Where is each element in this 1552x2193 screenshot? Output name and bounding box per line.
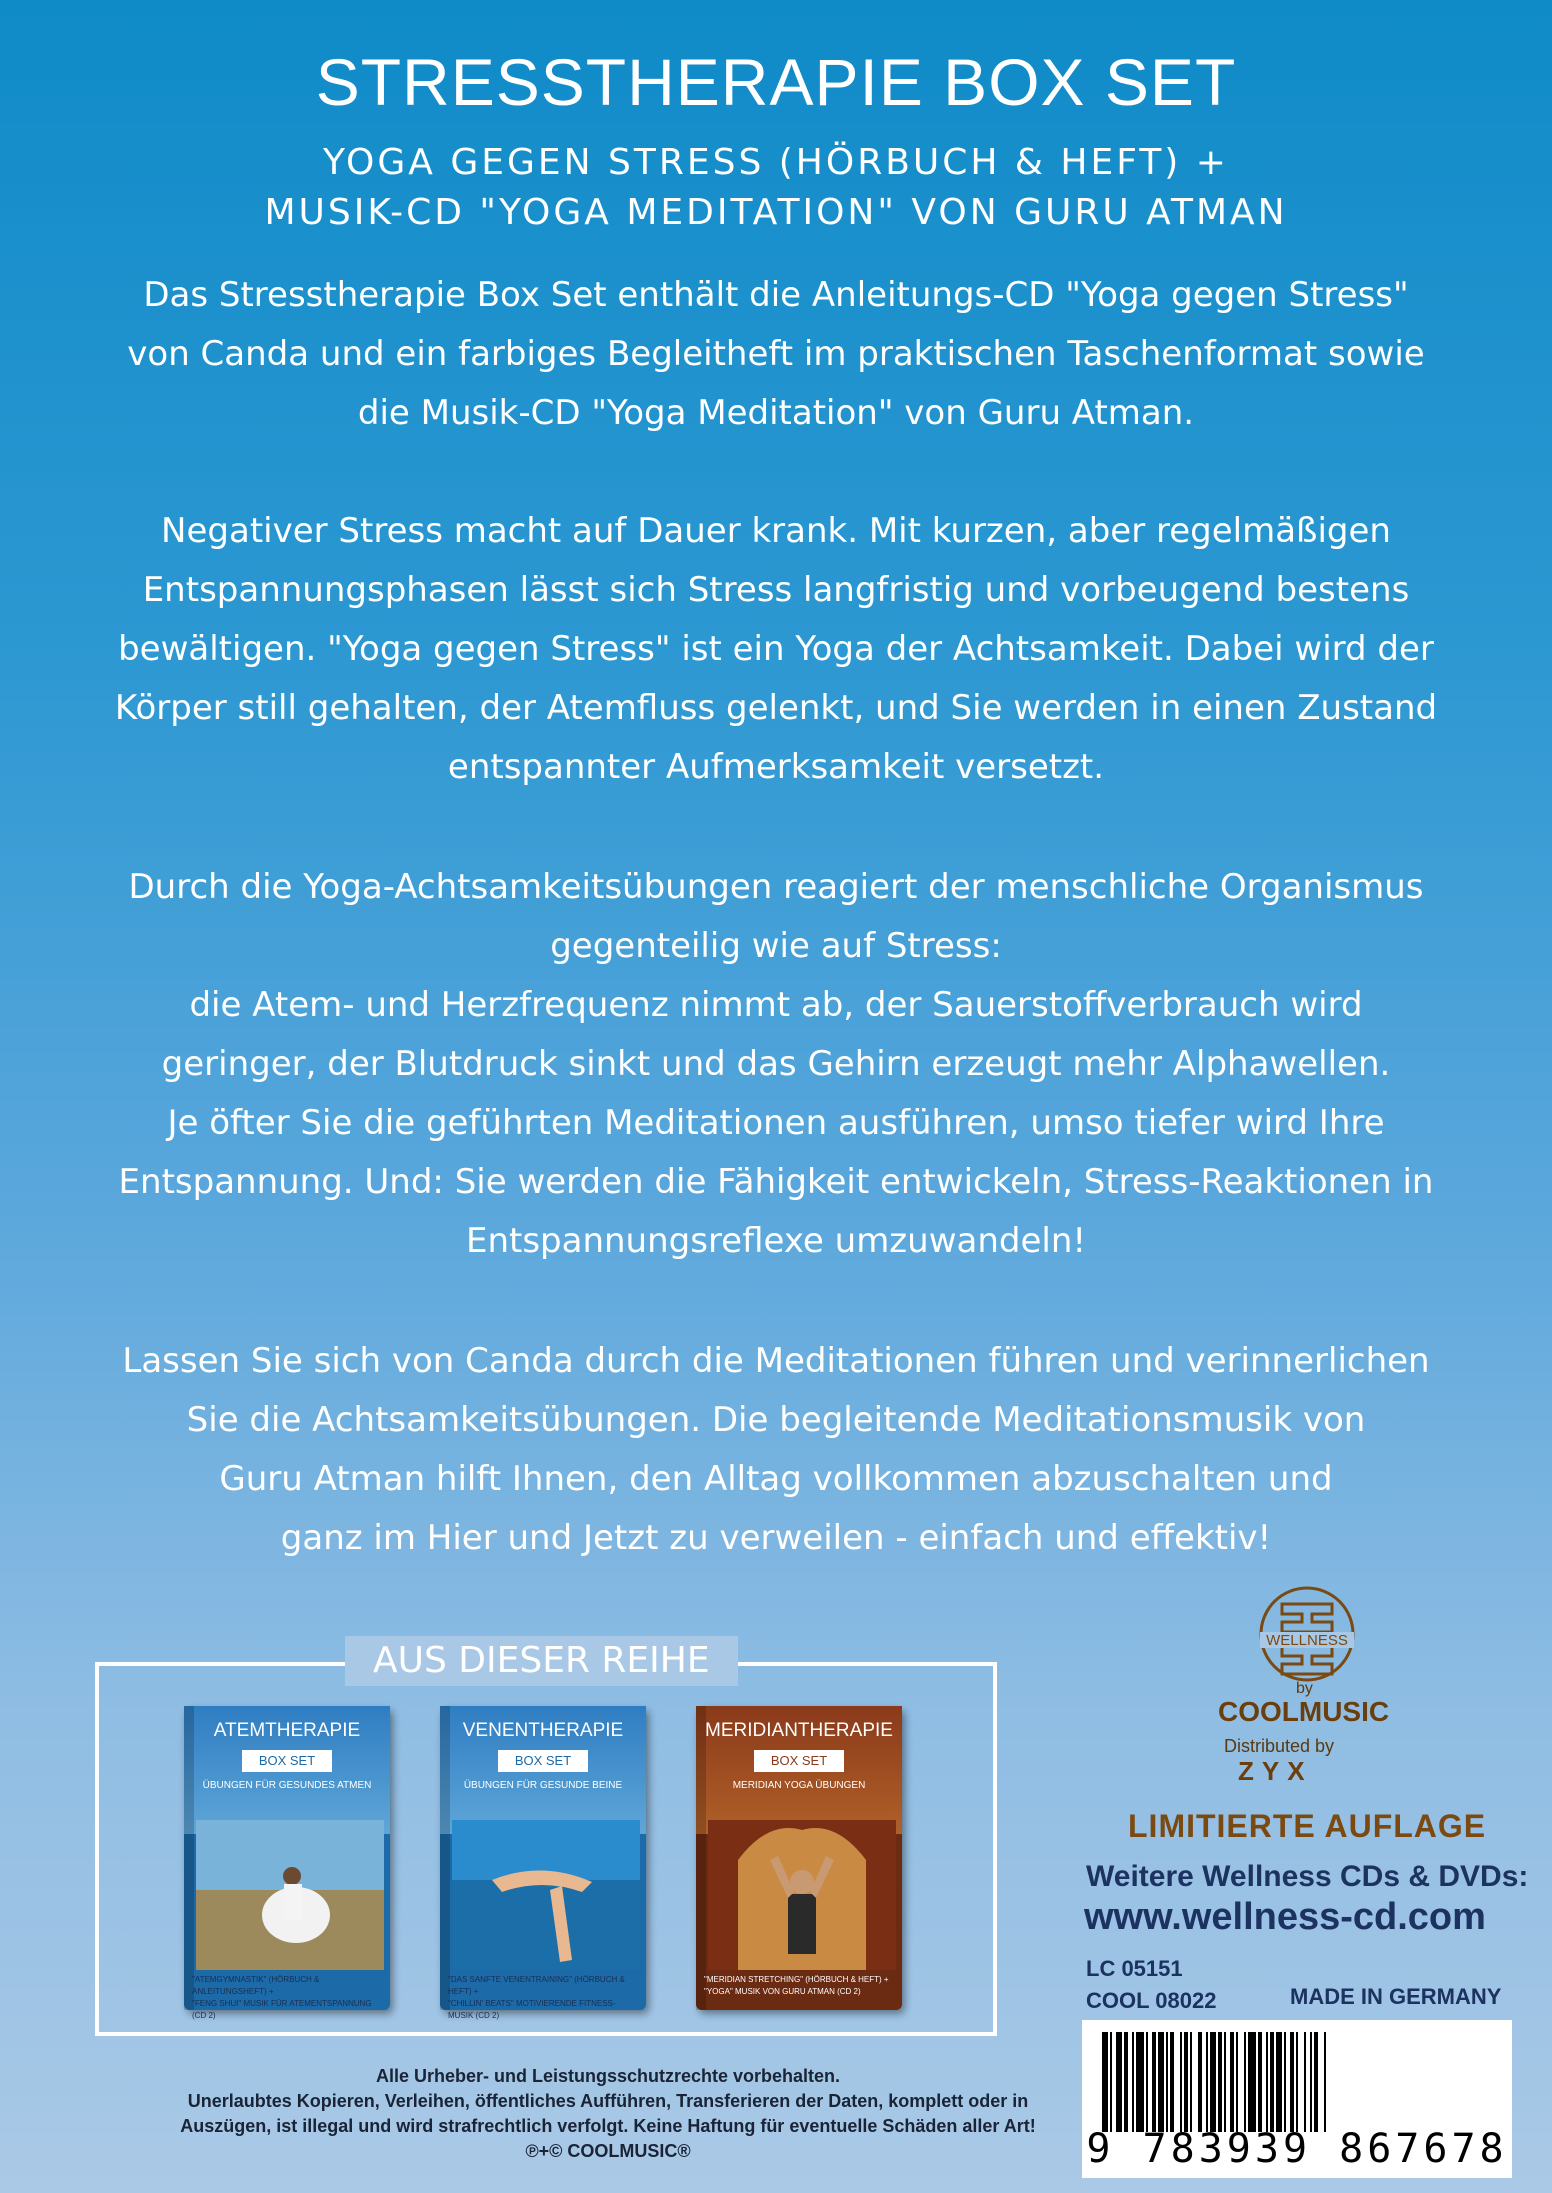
dvd-footnote (704, 1974, 894, 1998)
barcode-bar (1136, 2032, 1144, 2132)
paragraph-3 (40, 858, 1512, 1271)
paragraph-line: Das Stresstherapie Box Set enthält die Anleitungs-CD "Yoga gegen Stress" (143, 275, 1409, 315)
paragraph-line: Guru Atman hilft Ihnen, den Alltag vollkommen abzuschalten und (219, 1459, 1333, 1499)
paragraph-4 (40, 1332, 1512, 1568)
dvd-boxset-label: BOX SET (242, 1750, 332, 1772)
paragraph-2 (40, 502, 1512, 797)
paragraph-line: ganz im Hier und Jetzt zu verweilen - einfach und effektiv! (280, 1518, 1272, 1558)
paragraph-line: Entspannung. Und: Sie werden die Fähigkeit entwickeln, Stress-Reaktionen in (118, 1162, 1434, 1202)
page-title: STRESSTHERAPIE BOX SET (315, 45, 1237, 119)
barcode (1082, 2020, 1512, 2178)
dvd-spine (184, 1706, 194, 2010)
dvd-footnote (192, 1974, 382, 2022)
dvd-cover-venentherapie[interactable] (440, 1706, 646, 2020)
dvd-boxset-label: BOX SET (754, 1750, 844, 1772)
paragraph-1 (40, 266, 1512, 443)
dvd-title: VENENTHERAPIE (462, 1720, 624, 1741)
paragraph-line: von Canda und ein farbiges Begleitheft im praktischen Taschenformat sowie (127, 334, 1425, 374)
legal-line: Unerlaubtes Kopieren, Verleihen, öffentliches Aufführen, Transferieren der Daten, komplett oder in (187, 2091, 1029, 2111)
dvd-boxset-label: BOX SET (498, 1750, 588, 1772)
by-label: by (1296, 1680, 1313, 1697)
paragraph-line: Entspannungsphasen lässt sich Stress langfristig und vorbeugend bestens (142, 570, 1410, 610)
dvd-title: MERIDIANTHERAPIE (705, 1720, 893, 1741)
subtitle-line-1: YOGA GEGEN STRESS (HÖRBUCH & HEFT) + (323, 142, 1229, 183)
dvd-tagline: ÜBUNGEN FÜR GESUNDE BEINE (463, 1780, 623, 1791)
paragraph-line: Entspannungsreflexe umzuwandeln! (465, 1221, 1087, 1261)
dvd-footnote (448, 1974, 638, 2022)
wellness-logo-text: WELLNESS (1266, 1632, 1348, 1649)
paragraph-line: Durch die Yoga-Achtsamkeitsübungen reagiert der menschliche Organismus (128, 867, 1424, 907)
subtitle-line-2: MUSIK-CD "YOGA MEDITATION" VON GURU ATMAN (264, 192, 1288, 233)
barcode-bar (1326, 2032, 1328, 2132)
distributed-by-label: Distributed by (1224, 1736, 1335, 1756)
dvd-footnote-line: "ATEMGYMNASTIK" (HÖRBUCH & ANLEITUNGSHEFT) + (192, 1975, 320, 1996)
dvd-footnote-line: "FENG SHUI" MUSIK FÜR ATEMENTSPANNUNG (CD 2) (192, 1999, 372, 2020)
legal-notice (158, 2064, 1058, 2164)
paragraph-line: bewältigen. "Yoga gegen Stress" ist ein Yoga der Achtsamkeit. Dabei wird der (118, 629, 1434, 669)
paragraph-line: Sie die Achtsamkeitsübungen. Die begleitende Meditationsmusik von (186, 1400, 1366, 1440)
paragraph-line: die Atem- und Herzfrequenz nimmt ab, der Sauerstoffverbrauch wird (189, 985, 1363, 1025)
dvd-tagline: MERIDIAN YOGA ÜBUNGEN (732, 1780, 866, 1791)
zyx-logo: ZYX (1238, 1756, 1313, 1786)
paragraph-line: Körper still gehalten, der Atemfluss gelenkt, und Sie werden in einen Zustand (114, 688, 1438, 728)
dvd-footnote-line: "MERIDIAN STRETCHING" (HÖRBUCH & HEFT) + (704, 1975, 889, 1984)
made-in-label: MADE IN GERMANY (1290, 1984, 1502, 2009)
dvd-cover-atemtherapie[interactable] (184, 1706, 390, 2020)
legal-line: ℗+© COOLMUSIC® (525, 2141, 691, 2161)
paragraph-line: Lassen Sie sich von Canda durch die Meditationen führen und verinnerlichen (122, 1341, 1430, 1381)
dvd-title: ATEMTHERAPIE (213, 1720, 361, 1741)
dvd-tagline: ÜBUNGEN FÜR GESUNDES ATMEN (202, 1780, 372, 1791)
legal-line: Alle Urheber- und Leistungsschutzrechte vorbehalten. (375, 2066, 841, 2086)
dvd-footnote-line: "DAS SANFTE VENENTRAINING" (HÖRBUCH & HEFT) + (448, 1975, 625, 1996)
limited-edition-label: LIMITIERTE AUFLAGE (1128, 1808, 1487, 1844)
paragraph-line: geringer, der Blutdruck sinkt und das Gehirn erzeugt mehr Alphawellen. (161, 1044, 1391, 1084)
legal-line: Auszügen, ist illegal und wird strafrechtlich verfolgt. Keine Haftung für eventuelle Schäden aller Art! (180, 2116, 1036, 2136)
paragraph-line: gegenteilig wie auf Stress: (550, 926, 1002, 966)
dvd-spine (440, 1706, 450, 2010)
paragraph-line: die Musik-CD "Yoga Meditation" von Guru Atman. (357, 393, 1195, 433)
paragraph-line: entspannter Aufmerksamkeit versetzt. (447, 747, 1105, 787)
label-code: LC 05151 (1086, 1956, 1183, 1981)
website-link[interactable]: www.wellness-cd.com (1084, 1896, 1486, 1938)
barcode-number: 9 783939 867678 (1086, 2126, 1508, 2172)
paragraph-line: Negativer Stress macht auf Dauer krank. Mit kurzen, aber regelmäßigen (161, 511, 1391, 551)
dvd-footnote-line: "YOGA" MUSIK VON GURU ATMAN (CD 2) (704, 1987, 861, 1996)
dvd-photo-meditation-man (708, 1820, 896, 1970)
paragraph-line: Je öfter Sie die geführten Meditationen ausführen, umso tiefer wird Ihre (167, 1103, 1385, 1143)
more-products-label: Weitere Wellness CDs & DVDs: (1086, 1860, 1529, 1893)
coolmusic-logo: COOLMUSIC (1218, 1696, 1390, 1727)
series-title: AUS DIESER REIHE (345, 1636, 738, 1686)
dvd-cover-meridiantherapie[interactable] (696, 1706, 902, 2010)
catalog-number: COOL 08022 (1086, 1988, 1217, 2013)
dvd-spine (696, 1706, 706, 2010)
dvd-photo-yoga-woman (196, 1820, 384, 1970)
barcode-bars (1102, 2032, 1497, 2132)
barcode-bar (1248, 2032, 1256, 2132)
dvd-footnote-line: "CHILLIN' BEATS" MOTIVIERENDE FITNESS-MUSIK (CD 2) (448, 1999, 616, 2020)
dvd-photo-legs (452, 1820, 640, 1970)
